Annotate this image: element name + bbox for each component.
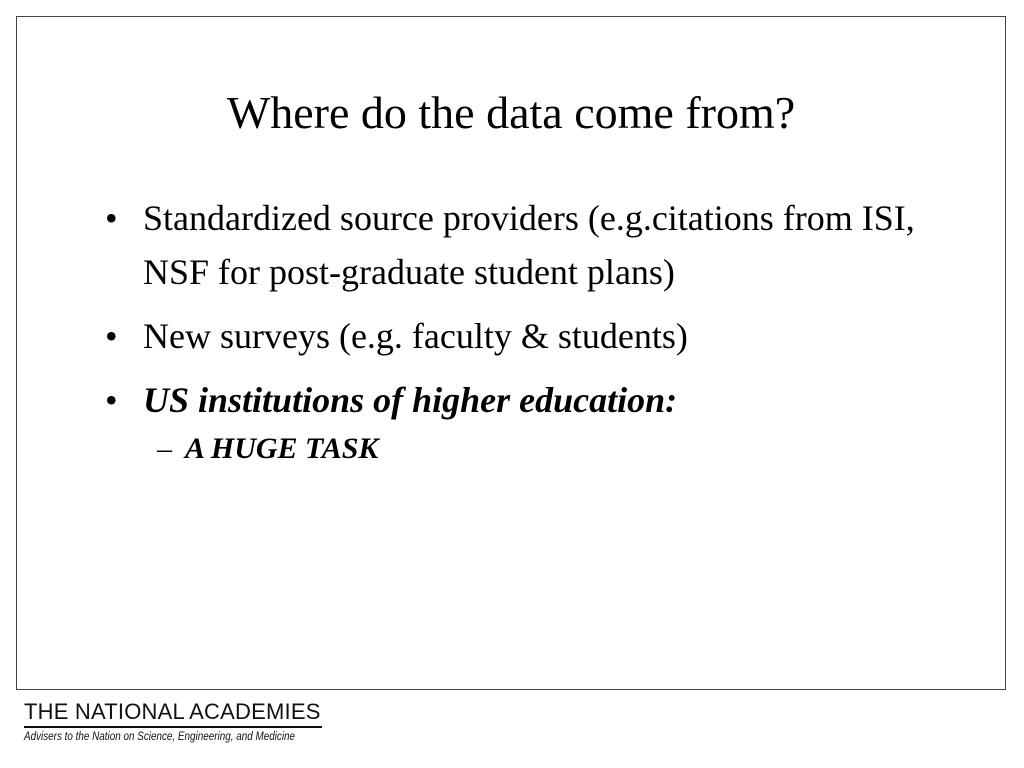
sub-bullet-marker: – — [157, 432, 172, 465]
bullet-item-surveys — [105, 309, 965, 363]
sub-bullet-huge-task — [143, 429, 965, 469]
bullet-list — [105, 191, 965, 479]
national-academies-logo — [24, 700, 339, 743]
bullet-text: New surveys (e.g. faculty & students) — [143, 316, 688, 356]
bullet-marker: • — [105, 198, 118, 238]
logo-tagline: Advisers to the Nation on Science, Engineering, and Medicine — [24, 731, 296, 743]
bullet-marker: • — [105, 316, 118, 356]
logo-name: THE NATIONAL ACADEMIES — [24, 699, 321, 724]
logo-divider — [24, 726, 322, 728]
bullet-item-sources — [105, 191, 965, 299]
slide-title: Where do the data come from? — [226, 87, 796, 138]
bullet-marker: • — [105, 380, 118, 420]
bullet-item-institutions — [105, 373, 965, 469]
slide-frame — [16, 16, 1006, 690]
sub-bullet-text: A HUGE TASK — [185, 432, 379, 465]
bullet-text: Standardized source providers (e.g.citations from ISI, NSF for post-graduate student plans) — [143, 198, 915, 292]
bullet-text: US institutions of higher education: — [143, 380, 678, 420]
